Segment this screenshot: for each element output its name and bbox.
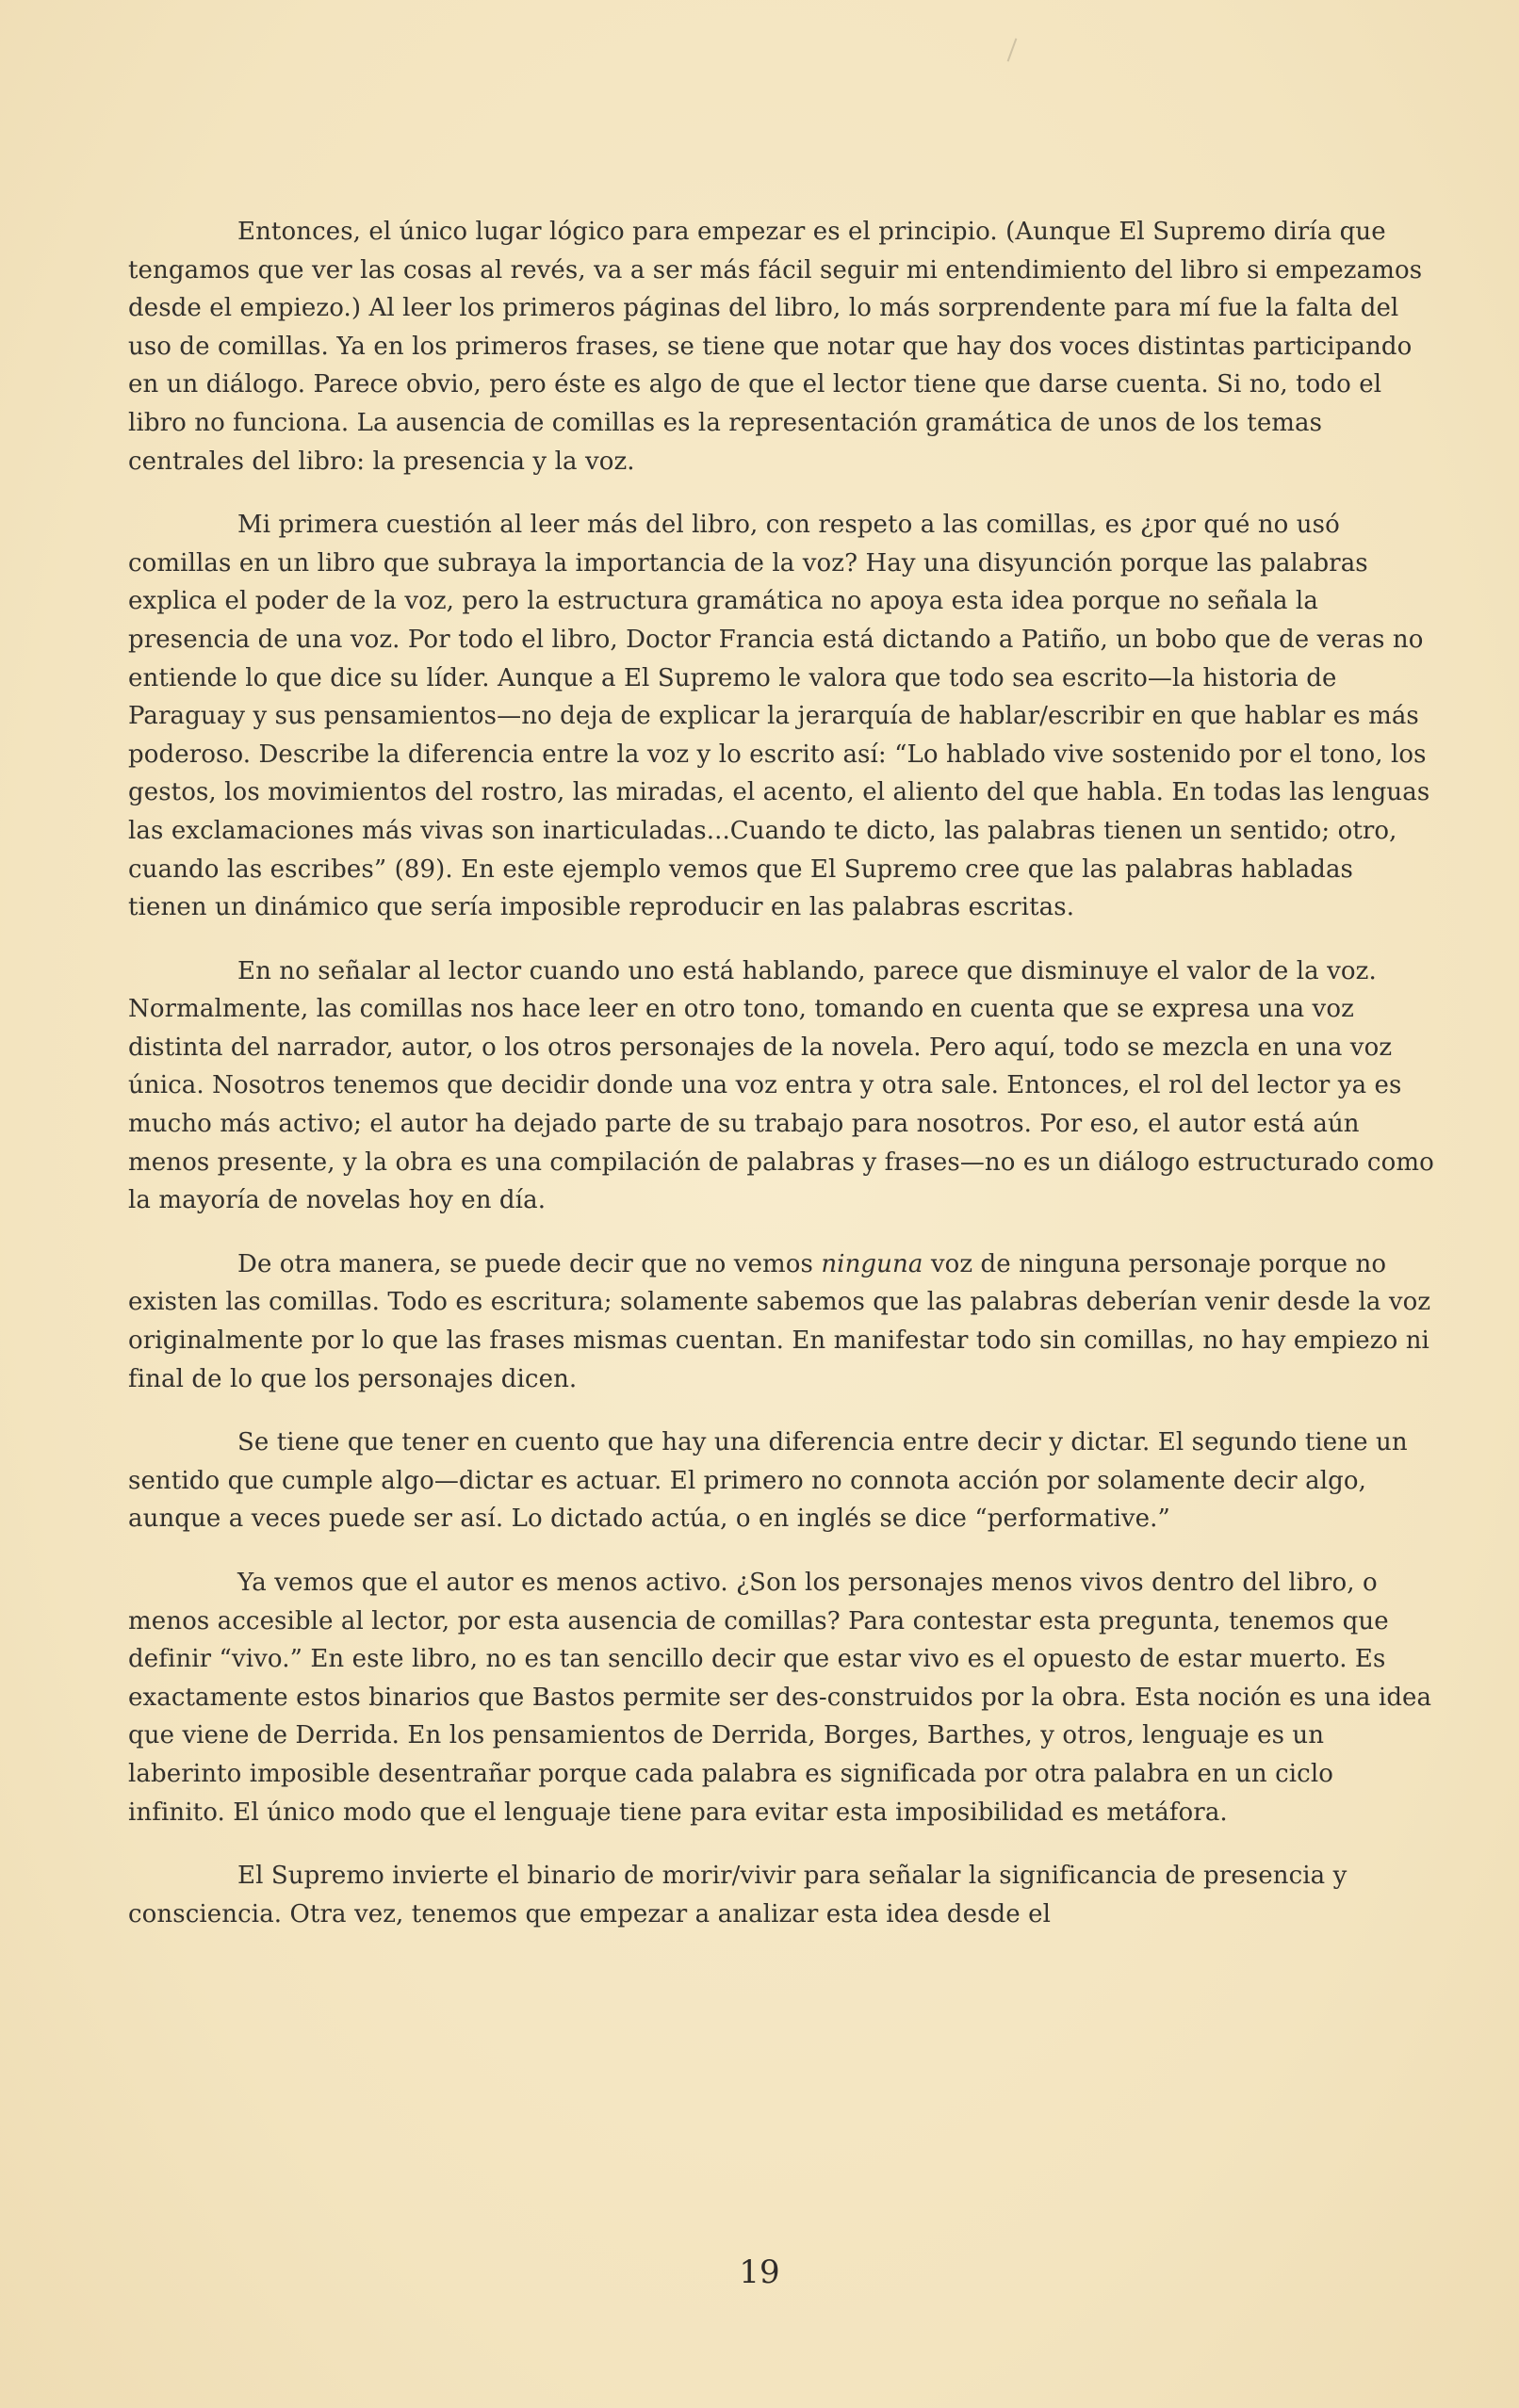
paragraph-3: [128, 952, 1438, 1220]
paragraph-4: [128, 1245, 1438, 1398]
italic-emphasis: ninguna: [821, 1249, 923, 1278]
paragraph-text: voz de ninguna personaje porque no existen las comillas. Todo es escritura; solamente sabemos que las palabras deberían venir desde la voz originalmente por lo que las frases mismas cuentan. En manifestar todo sin comillas, no hay empiezo ni final de lo que los personajes dicen.: [128, 1249, 1431, 1393]
paragraph-text: Ya vemos que el autor es menos activo. ¿Son los personajes menos vivos dentro del libro, o menos accesible al lector, por esta ausencia de comillas? Para contestar esta pregunta, tenemos que definir “vivo.” En este libro, no es tan sencillo decir que estar vivo es el opuesto de estar muerto. Es exactamente estos binarios que Bastos permite ser des-construidos por la obra. Esta noción es una idea que viene de Derrida. En los pensamientos de Derrida, Borges, Barthes, y otros, lenguaje es un laberinto imposible desentrañar porque cada palabra es significada por otra palabra en un ciclo infinito. El único modo que el lenguaje tiene para evitar esta imposibilidad es metáfora.: [128, 1569, 1432, 1827]
paragraph-text: Mi primera cuestión al leer más del libro, con respeto a las comillas, es ¿por qué no usó comillas en un libro que subraya la importancia de la voz? Hay una disyunción porque las palabras explica el poder de la voz, pero la estructura gramática no apoya esta idea porque no señala la presencia de una voz. Por todo el libro, Doctor Francia está dictando a Patiño, un bobo que de veras no entiende lo que dice su líder. Aunque a El Supremo le valora que todo sea escrito—la historia de Paraguay y sus pensamientos—no deja de explicar la jerarquía de hablar/escribir en que hablar es más poderoso. Describe la diferencia entre la voz y lo escrito así: “Lo hablado vive sostenido por el tono, los gestos, los movimientos del rostro, las miradas, el acento, el aliento del que habla. En todas las lenguas las exclamaciones más vivas son inarticuladas...Cuando te dicto, las palabras tienen un sentido; otro, cuando las escribes” (89). En este ejemplo vemos que El Supremo cree que las palabras habladas tienen un dinámico que sería imposible reproducir en las palabras escritas.: [128, 511, 1430, 922]
paragraph-text: El Supremo invierte el binario de morir/vivir para señalar la significancia de presencia y consciencia. Otra vez, tenemos que empezar a analizar esta idea desde el: [128, 1862, 1348, 1928]
paragraph-2: [128, 506, 1438, 927]
paragraph-5: [128, 1424, 1438, 1538]
paragraph-text: Entonces, el único lugar lógico para empezar es el principio. (Aunque El Supremo diría que tengamos que ver las cosas al revés, va a ser más fácil seguir mi entendimiento del libro si empezamos desde el empiezo.) Al leer los primeros páginas del libro, lo más sorprendente para mí fue la falta del uso de comillas. Ya en los primeros frases, se tiene que notar que hay dos voces distintas participando en un diálogo. Parece obvio, pero éste es algo de que el lector tiene que darse cuenta. Si no, todo el libro no funciona. La ausencia de comillas es la representación gramática de unos de los temas centrales del libro: la presencia y la voz.: [128, 218, 1423, 476]
body-text: [128, 213, 1438, 1959]
page-number: 19: [739, 2253, 780, 2291]
paragraph-text: En no señalar al lector cuando uno está hablando, parece que disminuye el valor de la voz. Normalmente, las comillas nos hace leer en otro tono, tomando en cuenta que se expresa una voz distinta del narrador, autor, o los otros personajes de la novela. Pero aquí, todo se mezcla en una voz única. Nosotros tenemos que decidir donde una voz entra y otra sale. Entonces, el rol del lector ya es mucho más activo; el autor ha dejado parte de su trabajo para nosotros. Por eso, el autor está aún menos presente, y la obra es una compilación de palabras y frases—no es un diálogo estructurado como la mayoría de novelas hoy en día.: [128, 956, 1434, 1215]
paragraph-1: [128, 213, 1438, 480]
scan-mark: [1007, 38, 1018, 61]
paragraph-text: Se tiene que tener en cuento que hay una diferencia entre decir y dictar. El segundo tiene un sentido que cumple algo—dictar es actuar. El primero no connota acción por solamente decir algo, aunque a veces puede ser así. Lo dictado actúa, o en inglés se dice “performative.”: [128, 1428, 1408, 1534]
paragraph-text: De otra manera, se puede decir que no vemos: [237, 1249, 822, 1278]
paragraph-6: [128, 1564, 1438, 1831]
paragraph-7: [128, 1857, 1438, 1933]
